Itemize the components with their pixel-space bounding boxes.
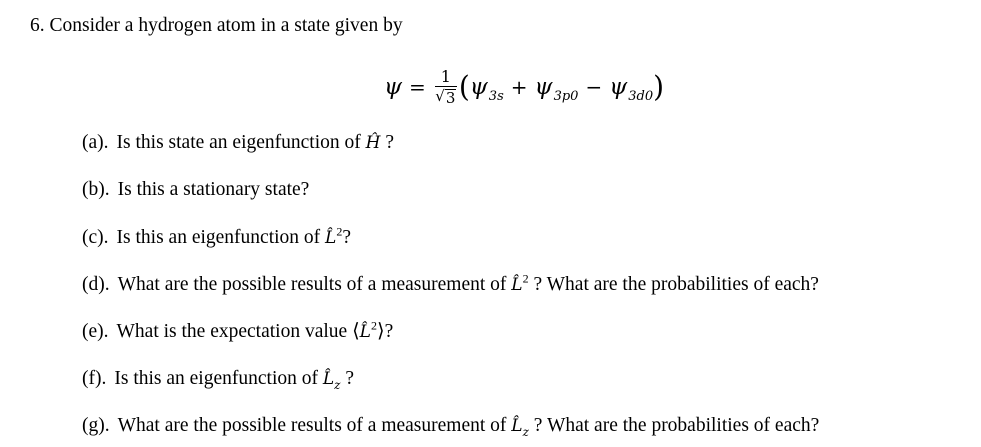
question-e (82, 320, 393, 344)
term-symbol: ψ (609, 73, 628, 100)
question-text: Is this an eigenfunction of (114, 368, 318, 389)
operator-subscript: z (522, 424, 529, 439)
question-text: What are the possible results of a measurement of (117, 274, 507, 295)
wavefunction-equation (384, 62, 664, 112)
term-subscript: 3p0 (553, 88, 579, 104)
question-label: (g). (82, 415, 110, 436)
question-c (82, 226, 351, 250)
hamiltonian-operator: Ĥ (365, 133, 381, 153)
angular-momentum-operator: L̂ (511, 275, 523, 295)
question-b (82, 178, 309, 202)
lz-operator: L̂ (511, 416, 523, 436)
term-3d0 (609, 73, 654, 104)
question-text-after: ? What are the probabilities of each? (528, 415, 820, 436)
problem-statement (30, 14, 403, 38)
fraction-numerator: 1 (440, 66, 451, 86)
question-label: (b). (82, 179, 110, 200)
sqrt-symbol: √ (435, 87, 445, 106)
problem-text: Consider a hydrogen atom in a state given by (49, 15, 403, 36)
operator-superscript: 2 (522, 271, 529, 286)
question-text: What are the possible results of a measurement of (117, 415, 507, 436)
equals-sign: = (409, 75, 426, 99)
question-g (82, 414, 819, 438)
question-text: Is this an eigenfunction of (116, 227, 321, 248)
question-f (82, 367, 354, 391)
close-paren: ) (653, 69, 665, 104)
question-d (82, 273, 819, 297)
question-label: (c). (82, 227, 109, 248)
question-text: Is this a stationary state? (117, 179, 310, 200)
question-label: (a). (82, 132, 109, 153)
sqrt-argument: 3 (445, 89, 456, 108)
question-text-after: ? (340, 368, 355, 389)
problem-number: 6. (30, 15, 45, 36)
equation-lhs: ψ (384, 73, 403, 100)
question-text-after: ? (380, 132, 394, 153)
lz-operator: L̂ (322, 369, 335, 389)
term-subscript: 3d0 (628, 88, 654, 104)
question-text-after: ? What are the probabilities of each? (528, 274, 819, 295)
operator-subscript: z (334, 377, 341, 392)
operator-superscript: 2 (336, 224, 343, 239)
fraction-denominator (435, 87, 456, 106)
minus-operator: − (585, 75, 603, 99)
term-symbol: ψ (469, 73, 488, 100)
question-label: (d). (82, 274, 110, 295)
question-text-after: ⟩? (376, 321, 394, 342)
angular-momentum-operator: L̂ (325, 228, 337, 248)
angular-momentum-operator: L̂ (359, 322, 371, 342)
term-subscript: 3s (488, 88, 504, 104)
question-text: Is this state an eigenfunction of (116, 132, 361, 153)
question-label: (f). (82, 368, 107, 389)
operator-superscript: 2 (370, 318, 377, 333)
term-3p0 (534, 73, 579, 104)
term-3s (469, 73, 504, 104)
question-text-after: ? (342, 227, 351, 248)
question-label: (e). (82, 321, 109, 342)
question-a (82, 131, 394, 155)
normalization-fraction (435, 68, 457, 106)
open-paren: ( (458, 69, 470, 104)
question-text: What is the expectation value ⟨ (116, 321, 360, 342)
term-symbol: ψ (534, 73, 553, 100)
plus-operator: + (510, 75, 528, 99)
